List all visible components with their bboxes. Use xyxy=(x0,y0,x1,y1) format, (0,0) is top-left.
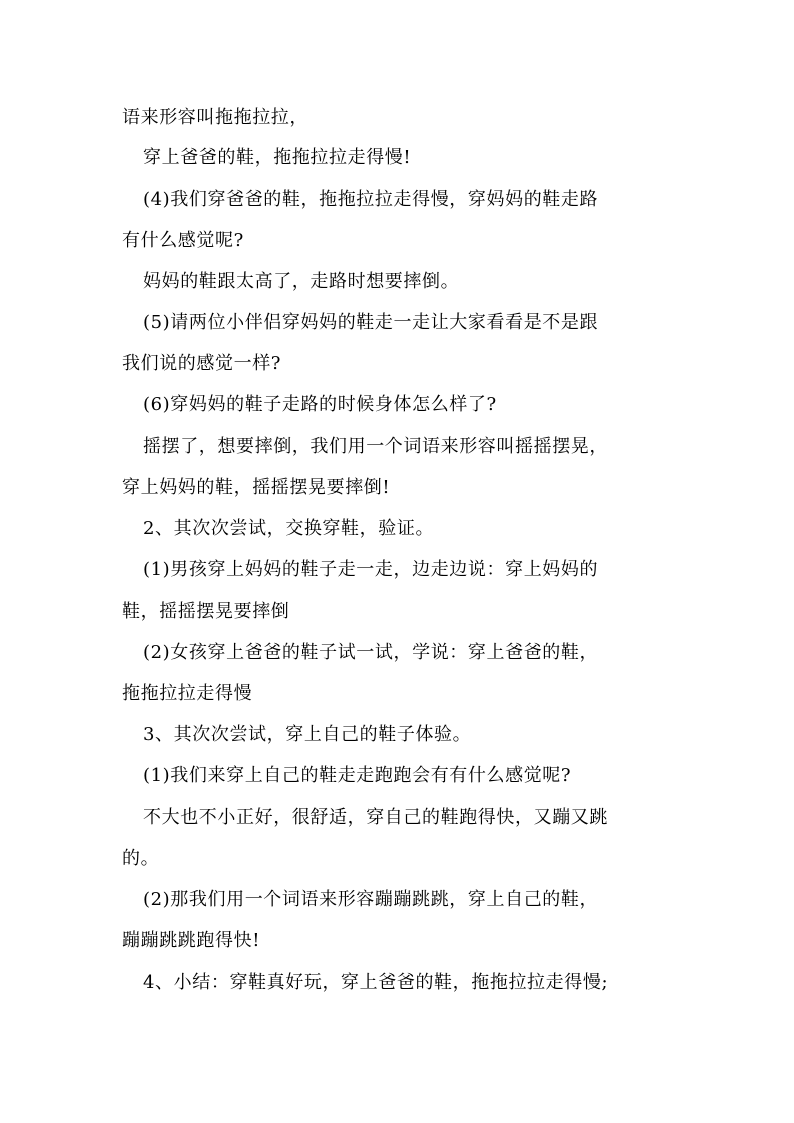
text-line: (5)请两位小伴侣穿妈妈的鞋走一走让大家看看是不是跟 xyxy=(143,312,599,333)
text-line: 不大也不小正好，很舒适，穿自己的鞋跑得快，又蹦又跳 xyxy=(143,807,608,828)
text-line: 有什么感觉呢? xyxy=(122,230,244,251)
text-line: 蹦蹦跳跳跑得快! xyxy=(122,930,261,951)
text-line: 的。 xyxy=(122,848,160,869)
text-line: 我们说的感觉一样? xyxy=(122,353,282,374)
text-line: (4)我们穿爸爸的鞋，拖拖拉拉走得慢，穿妈妈的鞋走路 xyxy=(143,189,599,210)
text-line: 语来形容叫拖拖拉拉， xyxy=(122,107,308,128)
text-line: (2)女孩穿上爸爸的鞋子试一试，学说：穿上爸爸的鞋， xyxy=(143,642,599,663)
text-line: 穿上妈妈的鞋，摇摇摆晃要摔倒! xyxy=(122,477,391,498)
text-line: 4、小结：穿鞋真好玩，穿上爸爸的鞋，拖拖拉拉走得慢; xyxy=(143,972,609,993)
text-line: 妈妈的鞋跟太高了，走路时想要摔倒。 xyxy=(143,271,460,292)
text-line: (6)穿妈妈的鞋子走路的时候身体怎么样了? xyxy=(143,394,497,415)
text-line: 3、其次次尝试，穿上自己的鞋子体验。 xyxy=(143,724,472,745)
text-line: 穿上爸爸的鞋，拖拖拉拉走得慢! xyxy=(143,147,412,168)
text-line: (1)我们来穿上自己的鞋走走跑跑会有有什么感觉呢? xyxy=(143,765,572,786)
text-line: 2、其次次尝试，交换穿鞋，验证。 xyxy=(143,518,435,539)
text-line: (2)那我们用一个词语来形容蹦蹦跳跳，穿上自己的鞋， xyxy=(143,889,599,910)
text-line: (1)男孩穿上妈妈的鞋子走一走，边走边说：穿上妈妈的 xyxy=(143,559,599,580)
text-line: 鞋，摇摇摆晃要摔倒 xyxy=(122,601,290,622)
text-line: 摇摆了，想要摔倒，我们用一个词语来形容叫摇摇摆晃， xyxy=(143,436,608,457)
text-line: 拖拖拉拉走得慢 xyxy=(122,683,253,704)
